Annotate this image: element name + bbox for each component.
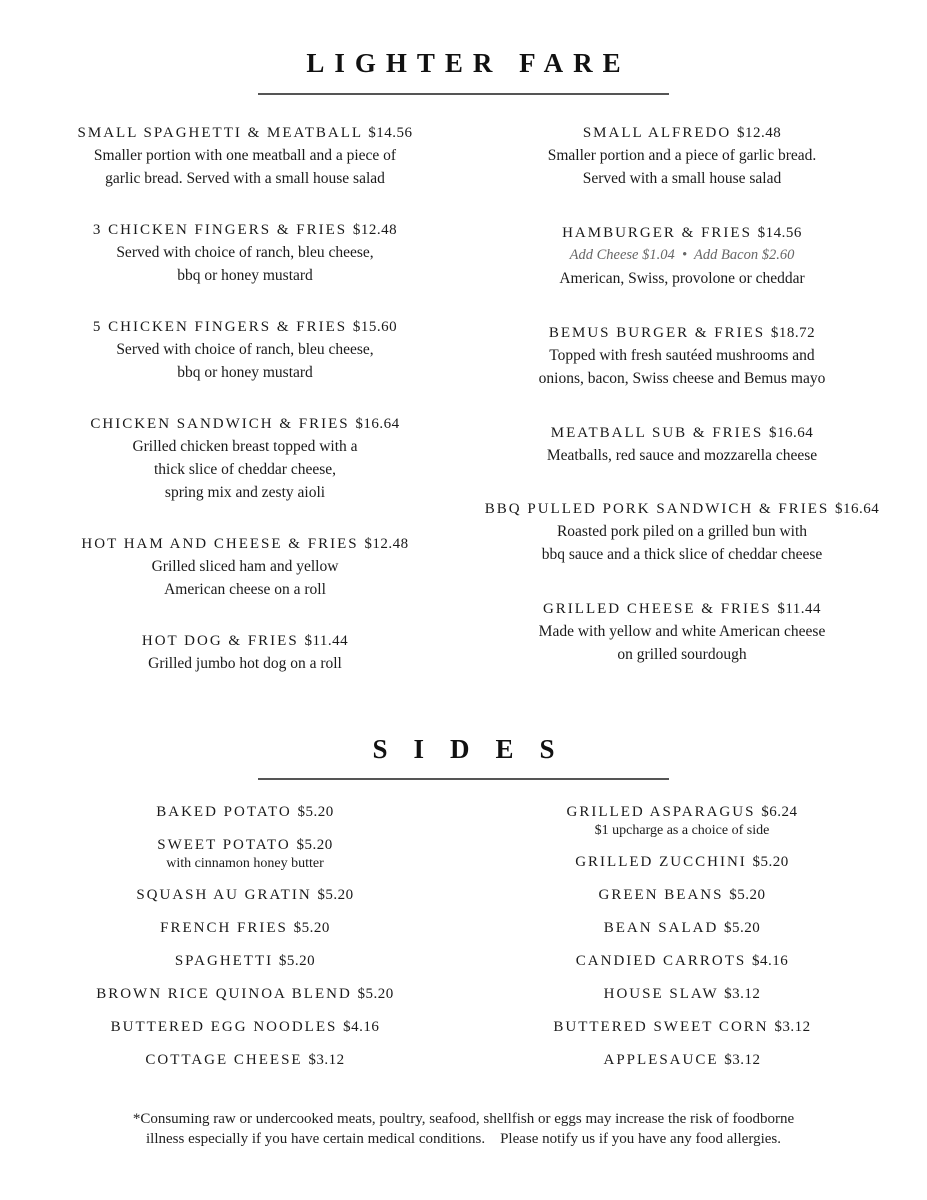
side-item: [40, 1016, 450, 1049]
sides-title: SIDES: [372, 734, 581, 764]
item-description: bbq or honey mustard: [177, 364, 313, 381]
item-price: $12.48: [364, 536, 409, 552]
side-title: BEAN SALAD: [603, 920, 719, 936]
item-title: CHICKEN SANDWICH & FRIES: [90, 416, 350, 432]
menu-item-name: [40, 122, 450, 144]
side-note: with cinnamon honey butter: [166, 856, 324, 871]
item-description: onions, bacon, Swiss cheese and Bemus mayo: [538, 370, 826, 387]
side-item: [40, 950, 450, 983]
side-title: COTTAGE CHEESE: [145, 1052, 303, 1068]
item-price: $11.44: [777, 601, 822, 617]
menu-item-name: [470, 598, 894, 620]
item-price: $12.48: [736, 125, 782, 141]
item-price: $14.56: [368, 125, 413, 141]
side-item-name: [40, 834, 450, 856]
item-description: Grilled chicken breast topped with a: [132, 438, 358, 455]
item-price: $16.64: [834, 501, 880, 517]
item-description: Served with choice of ranch, bleu cheese,: [116, 341, 374, 358]
side-price: $5.20: [278, 953, 316, 969]
side-price: $3.12: [774, 1019, 811, 1035]
side-item-name: [470, 950, 894, 972]
side-price: $3.12: [308, 1052, 345, 1068]
item-description: Meatballs, red sauce and mozzarella cheese: [546, 447, 818, 464]
side-item-name: [470, 851, 894, 873]
item-price: $18.72: [770, 325, 816, 341]
side-title: GRILLED ASPARAGUS: [566, 804, 756, 820]
item-price: $15.60: [352, 319, 398, 335]
item-description: Grilled sliced ham and yellow: [151, 558, 339, 575]
item-title: HOT DOG & FRIES: [141, 633, 299, 649]
side-price: $3.12: [724, 1052, 761, 1068]
item-description: Smaller portion with one meatball and a piece of: [93, 147, 397, 164]
allergy-disclaimer: [0, 1109, 927, 1149]
sides-left-column: [40, 801, 450, 1082]
side-title: CANDIED CARROTS: [575, 953, 747, 969]
lighter-fare-left-column: [40, 122, 450, 727]
side-note: $1 upcharge as a choice of side: [594, 823, 770, 838]
item-title: HOT HAM AND CHEESE & FRIES: [81, 536, 359, 552]
side-item-name: [40, 801, 450, 823]
side-title: APPLESAUCE: [603, 1052, 719, 1068]
item-title: BBQ PULLED PORK SANDWICH & FRIES: [484, 501, 830, 517]
side-price: $5.20: [293, 920, 330, 936]
side-item-name: [470, 801, 894, 823]
lighter-fare-right-column: [470, 122, 894, 698]
menu-item-name: [470, 322, 894, 344]
side-item: [40, 1049, 450, 1082]
lighter-fare-divider: [258, 93, 669, 95]
side-item: [470, 950, 894, 983]
side-price: $5.20: [357, 986, 394, 1002]
side-title: BUTTERED EGG NOODLES: [110, 1019, 338, 1035]
side-price: $5.20: [297, 804, 334, 820]
item-description: Smaller portion and a piece of garlic bread.: [547, 147, 817, 164]
item-title: HAMBURGER & FRIES: [562, 225, 752, 241]
side-title: BAKED POTATO: [156, 804, 292, 820]
item-description: on grilled sourdough: [617, 646, 747, 663]
item-description: garlic bread. Served with a small house salad: [105, 170, 385, 187]
item-addons: Add Cheese $1.04 • Add Bacon $2.60: [569, 247, 795, 263]
menu-item-name: [40, 413, 450, 435]
item-title: SMALL ALFREDO: [582, 125, 732, 141]
side-item: [40, 917, 450, 950]
item-price: $11.44: [304, 633, 349, 649]
menu-item-name: [40, 533, 450, 555]
side-item: [40, 884, 450, 917]
item-price: $14.56: [757, 225, 802, 241]
side-item-name: [40, 950, 450, 972]
disclaimer-line: *Consuming raw or undercooked meats, poultry, seafood, shellfish or eggs may increase the risk of foodborne: [132, 1111, 795, 1127]
side-item: [40, 834, 450, 884]
menu-item: [470, 322, 894, 422]
side-price: $4.16: [751, 953, 789, 969]
side-price: $5.20: [317, 887, 354, 903]
menu-item-name: [40, 316, 450, 338]
side-title: BROWN RICE QUINOA BLEND: [96, 986, 352, 1002]
item-price: $16.64: [768, 425, 814, 441]
disclaimer-line: illness especially if you have certain medical conditions. Please notify us if you have any food allergies.: [146, 1131, 781, 1147]
item-title: GRILLED CHEESE & FRIES: [542, 601, 772, 617]
item-price: $16.64: [355, 416, 400, 432]
menu-item-name: [470, 222, 894, 244]
side-item: [40, 801, 450, 834]
item-description: bbq or honey mustard: [177, 267, 313, 284]
side-item-name: [40, 884, 450, 906]
side-item: [470, 801, 894, 851]
side-title: FRENCH FRIES: [160, 920, 288, 936]
menu-item: [40, 413, 450, 533]
item-description: Grilled jumbo hot dog on a roll: [148, 655, 342, 672]
side-price: $4.16: [343, 1019, 380, 1035]
side-item: [470, 884, 894, 917]
menu-item: [470, 122, 894, 222]
side-title: GRILLED ZUCCHINI: [575, 854, 747, 870]
side-item-name: [470, 1016, 894, 1038]
menu-item: [40, 316, 450, 413]
side-price: $5.20: [729, 887, 766, 903]
item-description: spring mix and zesty aioli: [164, 484, 326, 501]
side-price: $3.12: [724, 986, 761, 1002]
side-title: HOUSE SLAW: [603, 986, 719, 1002]
side-item: [470, 1016, 894, 1049]
side-title: BUTTERED SWEET CORN: [553, 1019, 769, 1035]
item-description: thick slice of cheddar cheese,: [153, 461, 337, 478]
side-item-name: [40, 983, 450, 1005]
item-title: BEMUS BURGER & FRIES: [548, 325, 766, 341]
item-description: Served with choice of ranch, bleu cheese,: [116, 244, 374, 261]
menu-item-name: [470, 122, 894, 144]
item-description: Roasted pork piled on a grilled bun with: [556, 523, 808, 540]
side-item-name: [470, 1049, 894, 1071]
side-item-name: [40, 917, 450, 939]
item-description: Topped with fresh sautéed mushrooms and: [549, 347, 815, 364]
side-title: SWEET POTATO: [157, 837, 291, 853]
menu-item: [470, 598, 894, 698]
sides-divider: [258, 778, 669, 780]
menu-item-name: [470, 422, 894, 444]
menu-item: [470, 498, 894, 598]
item-description: Served with a small house salad: [582, 170, 782, 187]
item-description: American, Swiss, provolone or cheddar: [559, 270, 805, 287]
side-title: SPAGHETTI: [174, 953, 274, 969]
side-price: $6.24: [761, 804, 798, 820]
side-price: $5.20: [752, 854, 789, 870]
item-title: 3 CHICKEN FINGERS & FRIES: [92, 222, 348, 238]
sides-right-column: [470, 801, 894, 1082]
menu-item-name: [40, 219, 450, 241]
side-price: $5.20: [724, 920, 761, 936]
item-title: 5 CHICKEN FINGERS & FRIES: [92, 319, 348, 335]
item-description: bbq sauce and a thick slice of cheddar cheese: [541, 546, 823, 563]
menu-item: [40, 533, 450, 630]
side-item-name: [470, 917, 894, 939]
menu-item: [40, 122, 450, 219]
side-title: GREEN BEANS: [598, 887, 724, 903]
item-title: SMALL SPAGHETTI & MEATBALL: [77, 125, 363, 141]
menu-item: [40, 630, 450, 727]
item-price: $12.48: [352, 222, 398, 238]
menu-item: [470, 222, 894, 322]
lighter-fare-title: LIGHTER FARE: [306, 48, 631, 78]
side-price: $5.20: [296, 837, 333, 853]
side-item-name: [40, 1016, 450, 1038]
side-item-name: [470, 884, 894, 906]
side-item: [470, 851, 894, 884]
menu-item-name: [40, 630, 450, 652]
item-title: MEATBALL SUB & FRIES: [550, 425, 764, 441]
item-description: Made with yellow and white American cheese: [538, 623, 826, 640]
side-item-name: [40, 1049, 450, 1071]
menu-item: [470, 422, 894, 498]
side-item: [470, 983, 894, 1016]
side-item: [40, 983, 450, 1016]
menu-item: [40, 219, 450, 316]
menu-item-name: [470, 498, 894, 520]
side-item: [470, 917, 894, 950]
side-title: SQUASH AU GRATIN: [136, 887, 312, 903]
item-description: American cheese on a roll: [164, 581, 326, 598]
side-item-name: [470, 983, 894, 1005]
side-item: [470, 1049, 894, 1082]
